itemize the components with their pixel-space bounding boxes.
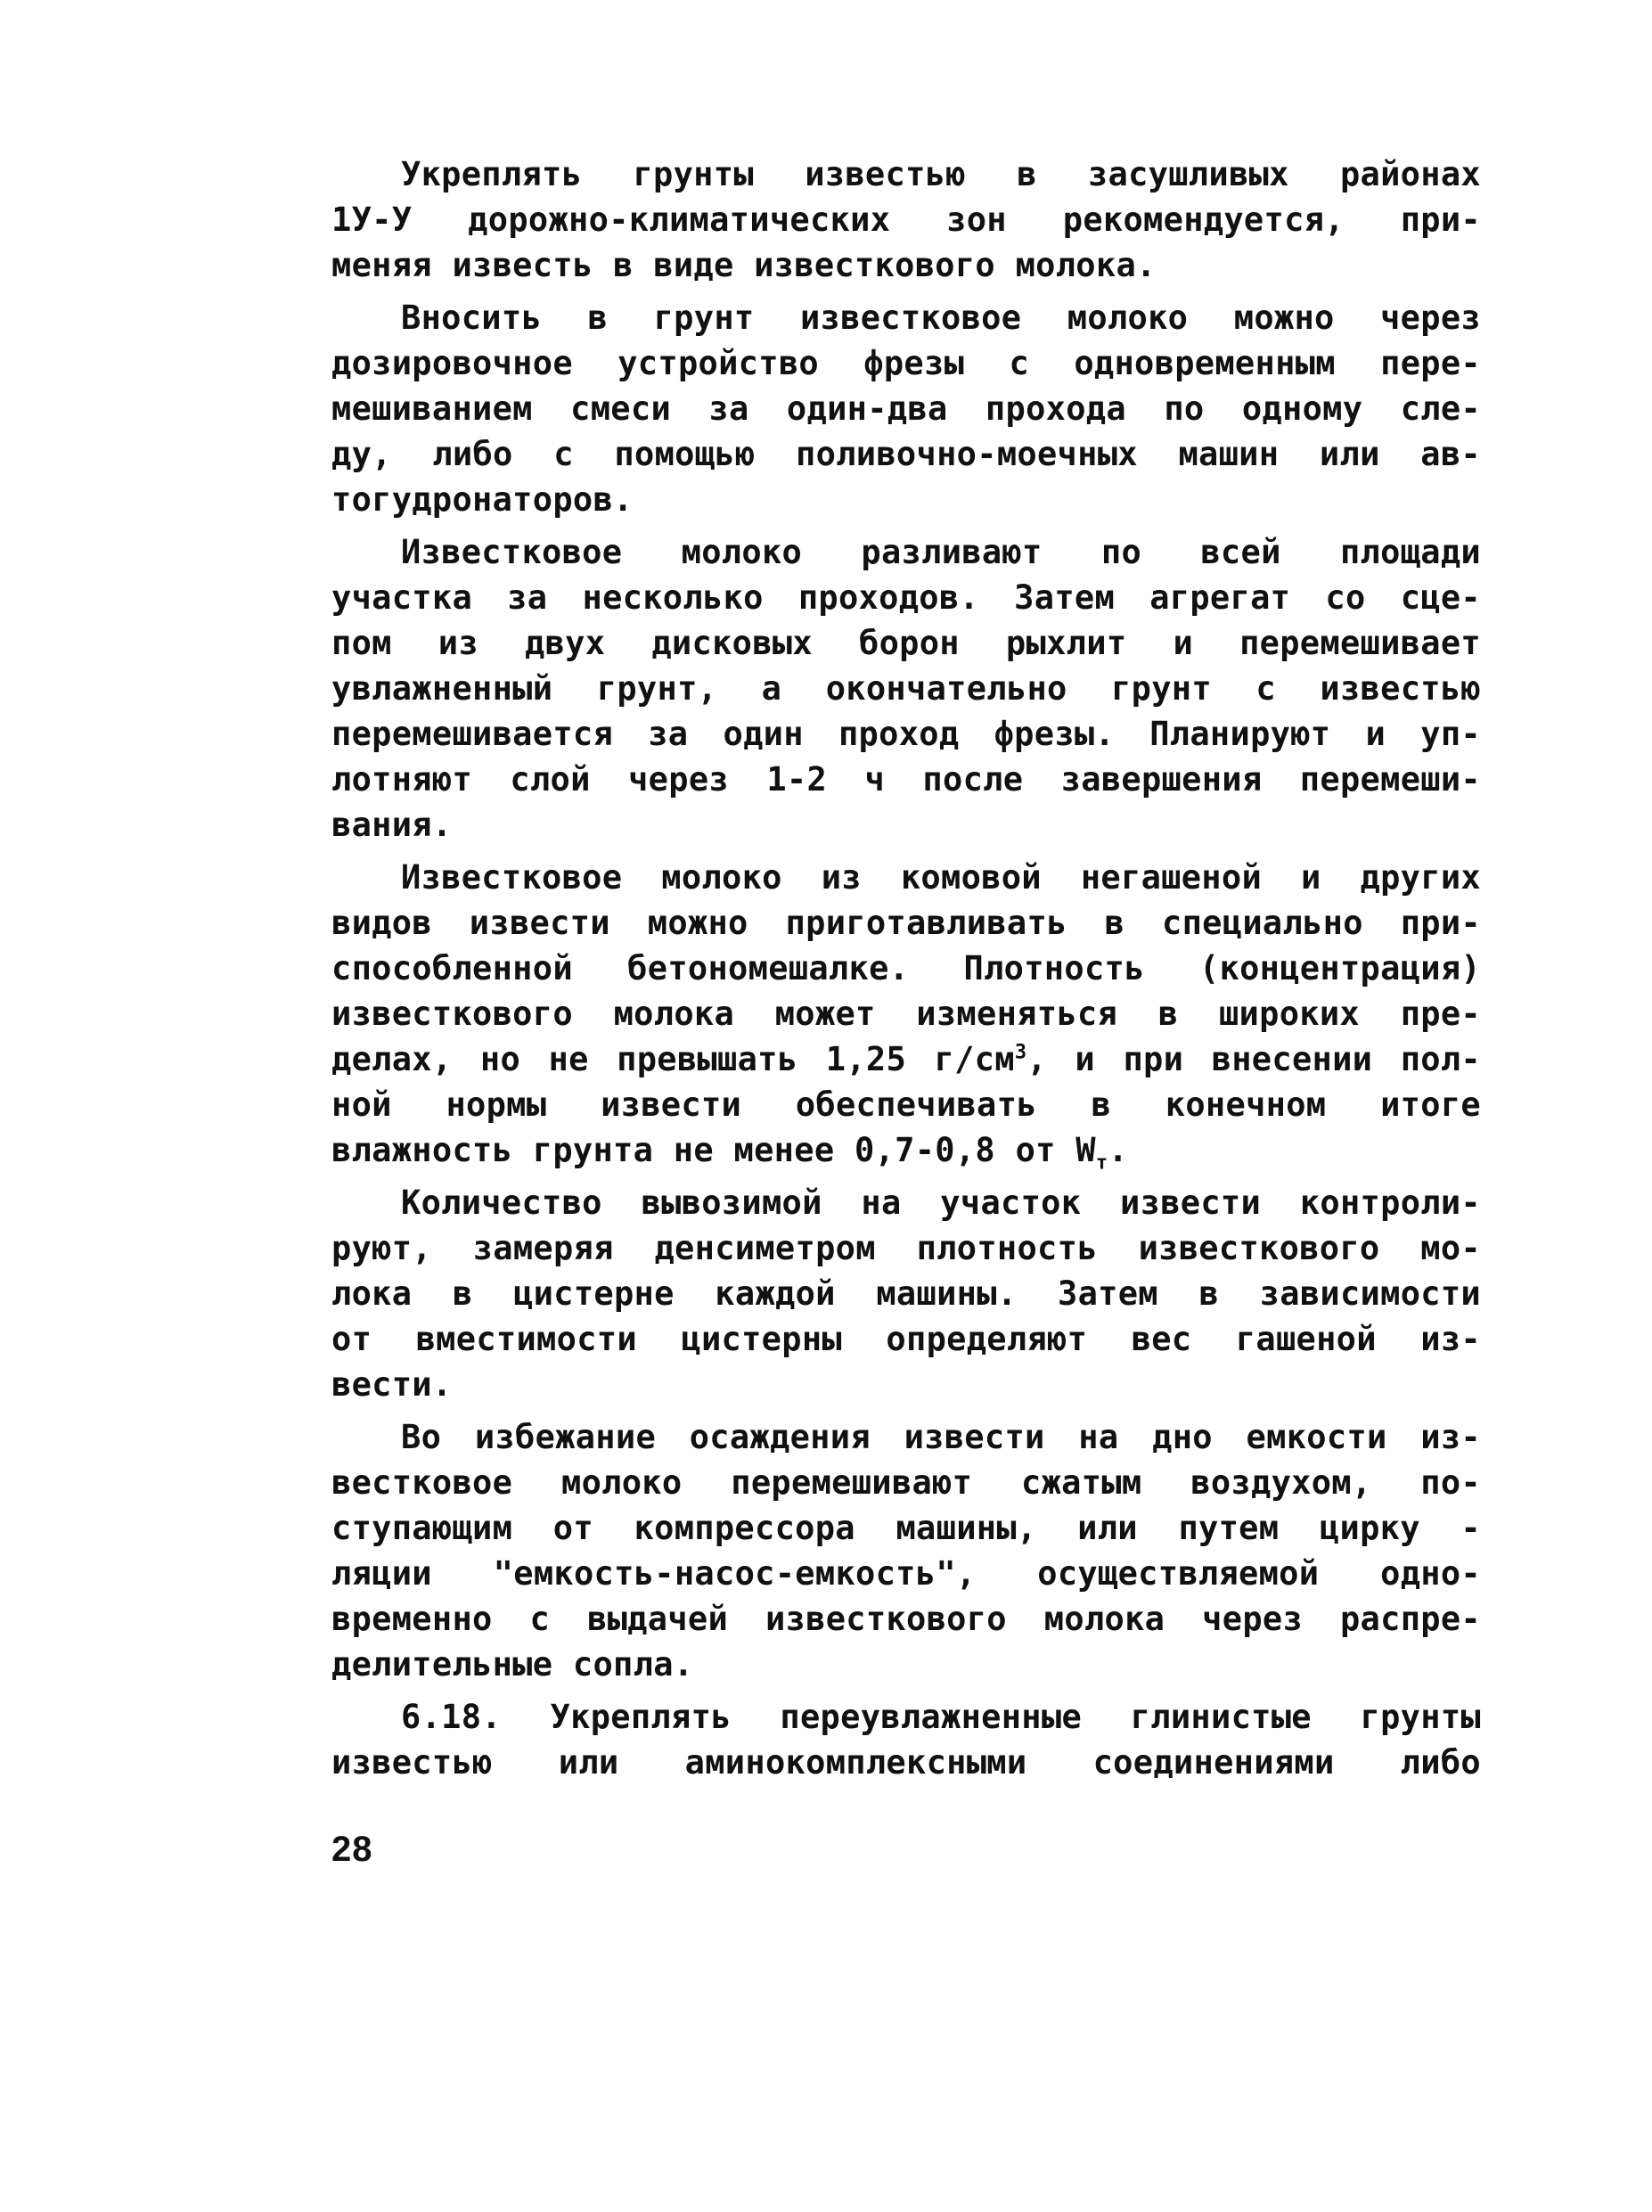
body-text: [331, 152, 1481, 1785]
density-text-tail: , и при внесении пол-: [1026, 1040, 1482, 1078]
text-line: вестковое молоко перемешивают сжатым воздухом, по-: [331, 1463, 1481, 1502]
text-line: перемешивается за один проход фрезы. Планируют и уп-: [331, 715, 1481, 753]
text-line-moisture: [331, 1127, 1481, 1173]
text-line: от вместимости цистерны определяют вес гашеной из-: [331, 1320, 1481, 1358]
text-line: ступающим от компрессора машины, или путем цирку -: [331, 1509, 1481, 1547]
superscript-cube: 3: [1014, 1041, 1027, 1064]
text-line: известью или аминокомплексными соединениями либо: [331, 1743, 1481, 1782]
text-line: видов извести можно приготавливать в специально при-: [331, 904, 1481, 942]
text-line: 1У-У дорожно-климатических зон рекомендуется, при-: [331, 201, 1481, 239]
text-line: 6.18. Укреплять переувлажненные глинистые грунты: [401, 1698, 1481, 1736]
text-line: ду, либо с помощью поливочно-моечных машин или ав-: [331, 435, 1481, 473]
text-line: меняя известь в виде известкового молока.: [331, 246, 1157, 284]
text-line: Вносить в грунт известковое молоко можно через: [401, 299, 1481, 337]
text-line: руют, замеряя денсиметром плотность известкового мо-: [331, 1229, 1481, 1267]
paragraph-3: [331, 529, 1481, 848]
paragraph-6: [331, 1414, 1481, 1687]
paragraph-5: [331, 1180, 1481, 1407]
text-line: Количество вывозимой на участок извести контроли-: [401, 1184, 1481, 1222]
text-line: мешиванием смеси за один-два прохода по одному сле-: [331, 389, 1481, 428]
subscript-t: т: [1095, 1151, 1108, 1175]
text-line: временно с выдачей известкового молока через распре-: [331, 1600, 1481, 1638]
text-line: известкового молока может изменяться в широких пре-: [331, 995, 1481, 1033]
text-line: способленной бетономешалке. Плотность (концентрация): [331, 949, 1481, 987]
text-line: ляции "емкость-насос-емкость", осуществляемой одно-: [331, 1554, 1481, 1593]
text-line-density: [331, 1036, 1481, 1082]
text-line: Известковое молоко из комовой негашеной и других: [401, 858, 1481, 897]
page-number: 28: [331, 1830, 373, 1869]
text-line: ной нормы извести обеспечивать в конечном итоге: [331, 1086, 1481, 1124]
paragraph-2: [331, 295, 1481, 522]
moisture-text-tail: .: [1108, 1131, 1129, 1169]
paragraph-7-section-6-18: [331, 1694, 1481, 1785]
moisture-text: влажность грунта не менее 0,7-0,8 от W: [331, 1131, 1096, 1169]
text-line: лока в цистерне каждой машины. Затем в зависимости: [331, 1274, 1481, 1313]
text-line: Известковое молоко разливают по всей площади: [401, 533, 1481, 571]
text-line: лотняют слой через 1-2 ч после завершения перемеши-: [331, 760, 1481, 799]
text-line: увлажненный грунт, а окончательно грунт с известью: [331, 669, 1481, 708]
text-line: вести.: [331, 1365, 453, 1404]
text-line: дозировочное устройство фрезы с одновременным пере-: [331, 344, 1481, 382]
text-line: вания.: [331, 806, 453, 844]
text-line: пом из двух дисковых борон рыхлит и перемешивает: [331, 624, 1481, 662]
density-text: делах, но не превышать 1,25 г/см: [331, 1040, 1015, 1078]
paragraph-1: [331, 152, 1481, 288]
paragraph-4: [331, 855, 1481, 1173]
text-line: участка за несколько проходов. Затем агрегат со сце-: [331, 578, 1481, 617]
text-line: делительные сопла.: [331, 1645, 694, 1684]
text-line: тогудронаторов.: [331, 480, 634, 519]
text-line: Во избежание осаждения извести на дно емкости из-: [401, 1418, 1481, 1456]
text-line: Укреплять грунты известью в засушливых районах: [401, 155, 1481, 193]
